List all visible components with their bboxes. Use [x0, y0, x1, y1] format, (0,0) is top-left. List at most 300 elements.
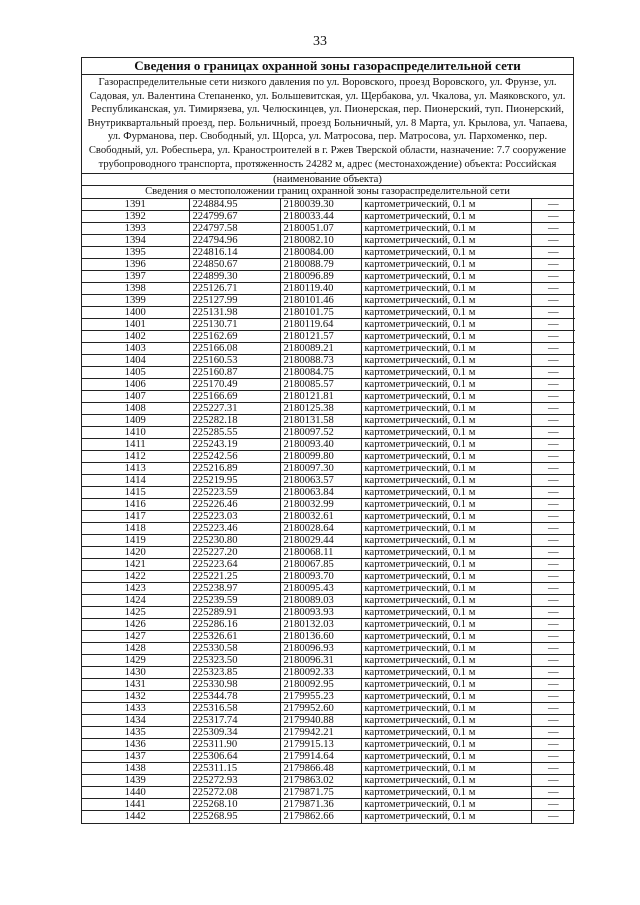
coordinate-x: 225230.80: [189, 535, 280, 547]
point-number: 1432: [82, 691, 189, 703]
coordinate-x: 225216.89: [189, 463, 280, 475]
method: картометрический, 0.1 м: [361, 331, 531, 343]
description-empty: —: [531, 607, 575, 619]
description-empty: —: [531, 211, 575, 223]
method: картометрический, 0.1 м: [361, 355, 531, 367]
point-number: 1393: [82, 223, 189, 235]
point-number: 1437: [82, 751, 189, 763]
table-row: [82, 367, 575, 379]
table-row: [82, 559, 575, 571]
coordinate-x: 225242.56: [189, 451, 280, 463]
point-number: 1404: [82, 355, 189, 367]
table-row: [82, 487, 575, 499]
coordinate-x: 224850.67: [189, 259, 280, 271]
coordinate-y: 2180063.57: [280, 475, 361, 487]
coordinate-y: 2180132.03: [280, 619, 361, 631]
point-number: 1403: [82, 343, 189, 355]
point-number: 1392: [82, 211, 189, 223]
coordinate-x: 225272.08: [189, 787, 280, 799]
table-row: [82, 271, 575, 283]
table-row: [82, 235, 575, 247]
coordinate-y: 2180063.84: [280, 487, 361, 499]
table-row: [82, 511, 575, 523]
point-number: 1401: [82, 319, 189, 331]
coordinate-y: 2180096.93: [280, 643, 361, 655]
method: картометрический, 0.1 м: [361, 283, 531, 295]
description-empty: —: [531, 259, 575, 271]
description-empty: —: [531, 391, 575, 403]
method: картометрический, 0.1 м: [361, 679, 531, 691]
location-title: Сведения о местоположении границ охранной зоны газораспределительной сети: [82, 186, 573, 199]
description-empty: —: [531, 415, 575, 427]
method: картометрический, 0.1 м: [361, 487, 531, 499]
description-empty: —: [531, 499, 575, 511]
point-number: 1434: [82, 715, 189, 727]
point-number: 1406: [82, 379, 189, 391]
table-row: [82, 763, 575, 775]
coordinate-x: 225130.71: [189, 319, 280, 331]
point-number: 1428: [82, 643, 189, 655]
method: картометрический, 0.1 м: [361, 295, 531, 307]
table-row: [82, 307, 575, 319]
method: картометрический, 0.1 м: [361, 727, 531, 739]
coordinate-x: 225309.34: [189, 727, 280, 739]
coordinate-y: 2180032.61: [280, 511, 361, 523]
coordinate-x: 225223.59: [189, 487, 280, 499]
table-row: [82, 319, 575, 331]
coordinate-x: 225311.15: [189, 763, 280, 775]
point-number: 1408: [82, 403, 189, 415]
coordinate-y: 2180033.44: [280, 211, 361, 223]
table-row: [82, 775, 575, 787]
coordinate-x: 225317.74: [189, 715, 280, 727]
point-number: 1391: [82, 199, 189, 211]
table-row: [82, 439, 575, 451]
description-empty: —: [531, 247, 575, 259]
coordinate-y: 2180097.52: [280, 427, 361, 439]
description-empty: —: [531, 739, 575, 751]
table-row: [82, 607, 575, 619]
coordinate-y: 2179863.02: [280, 775, 361, 787]
method: картометрический, 0.1 м: [361, 403, 531, 415]
coordinate-y: 2179871.36: [280, 799, 361, 811]
method: картометрический, 0.1 м: [361, 715, 531, 727]
point-number: 1430: [82, 667, 189, 679]
method: картометрический, 0.1 м: [361, 535, 531, 547]
description-empty: —: [531, 199, 575, 211]
table-row: [82, 199, 575, 211]
coordinate-y: 2180093.93: [280, 607, 361, 619]
coordinate-y: 2180088.73: [280, 355, 361, 367]
description-empty: —: [531, 751, 575, 763]
description-empty: —: [531, 511, 575, 523]
description-empty: —: [531, 619, 575, 631]
method: картометрический, 0.1 м: [361, 463, 531, 475]
description-empty: —: [531, 295, 575, 307]
point-number: 1413: [82, 463, 189, 475]
coordinate-x: 225330.98: [189, 679, 280, 691]
method: картометрический, 0.1 м: [361, 523, 531, 535]
description-empty: —: [531, 343, 575, 355]
method: картометрический, 0.1 м: [361, 475, 531, 487]
point-number: 1400: [82, 307, 189, 319]
table-row: [82, 643, 575, 655]
point-number: 1407: [82, 391, 189, 403]
coordinate-x: 225221.25: [189, 571, 280, 583]
method: картометрический, 0.1 м: [361, 439, 531, 451]
coordinate-x: 225268.10: [189, 799, 280, 811]
point-number: 1431: [82, 679, 189, 691]
coordinate-y: 2180039.30: [280, 199, 361, 211]
coordinate-y: 2180088.79: [280, 259, 361, 271]
method: картометрический, 0.1 м: [361, 775, 531, 787]
method: картометрический, 0.1 м: [361, 571, 531, 583]
point-number: 1436: [82, 739, 189, 751]
coordinate-y: 2180085.57: [280, 379, 361, 391]
point-number: 1396: [82, 259, 189, 271]
point-number: 1418: [82, 523, 189, 535]
description-empty: —: [531, 595, 575, 607]
point-number: 1399: [82, 295, 189, 307]
table-row: [82, 631, 575, 643]
coordinate-x: 224899.30: [189, 271, 280, 283]
method: картометрический, 0.1 м: [361, 559, 531, 571]
coordinate-x: 225316.58: [189, 703, 280, 715]
coordinate-x: 225226.46: [189, 499, 280, 511]
coordinate-x: 225170.49: [189, 379, 280, 391]
table-row: [82, 811, 575, 823]
table-row: [82, 547, 575, 559]
method: картометрический, 0.1 м: [361, 811, 531, 823]
coordinate-y: 2180084.00: [280, 247, 361, 259]
table-row: [82, 619, 575, 631]
point-number: 1411: [82, 439, 189, 451]
description-empty: —: [531, 787, 575, 799]
point-number: 1402: [82, 331, 189, 343]
table-row: [82, 355, 575, 367]
page-number: 33: [313, 34, 327, 49]
point-number: 1429: [82, 655, 189, 667]
method: картометрический, 0.1 м: [361, 415, 531, 427]
method: картометрический, 0.1 м: [361, 319, 531, 331]
description-empty: —: [531, 475, 575, 487]
coordinate-x: 224816.14: [189, 247, 280, 259]
coordinate-x: 224799.67: [189, 211, 280, 223]
description-empty: —: [531, 403, 575, 415]
description-empty: —: [531, 355, 575, 367]
table-row: [82, 787, 575, 799]
coordinate-y: 2180089.03: [280, 595, 361, 607]
coordinate-y: 2180068.11: [280, 547, 361, 559]
coordinate-x: 225330.58: [189, 643, 280, 655]
point-number: 1394: [82, 235, 189, 247]
coordinate-y: 2180032.99: [280, 499, 361, 511]
coordinate-x: 225323.85: [189, 667, 280, 679]
table-row: [82, 667, 575, 679]
method: картометрический, 0.1 м: [361, 427, 531, 439]
table-row: [82, 403, 575, 415]
point-number: 1425: [82, 607, 189, 619]
point-number: 1438: [82, 763, 189, 775]
description-empty: —: [531, 643, 575, 655]
method: картометрический, 0.1 м: [361, 739, 531, 751]
description-empty: —: [531, 451, 575, 463]
table-row: [82, 211, 575, 223]
coordinate-y: 2180099.80: [280, 451, 361, 463]
coordinate-x: 225162.69: [189, 331, 280, 343]
point-number: 1439: [82, 775, 189, 787]
coordinate-x: 225306.64: [189, 751, 280, 763]
coordinate-x: 225344.78: [189, 691, 280, 703]
table-row: [82, 727, 575, 739]
coordinate-x: 225126.71: [189, 283, 280, 295]
description-empty: —: [531, 691, 575, 703]
method: картометрический, 0.1 м: [361, 595, 531, 607]
coordinate-y: 2180095.43: [280, 583, 361, 595]
table-row: [82, 223, 575, 235]
method: картометрический, 0.1 м: [361, 643, 531, 655]
description-empty: —: [531, 439, 575, 451]
coordinate-y: 2179871.75: [280, 787, 361, 799]
coordinate-y: 2179862.66: [280, 811, 361, 823]
description-empty: —: [531, 763, 575, 775]
method: картометрический, 0.1 м: [361, 259, 531, 271]
table-row: [82, 523, 575, 535]
description-empty: —: [531, 271, 575, 283]
description-empty: —: [531, 547, 575, 559]
point-number: 1410: [82, 427, 189, 439]
point-number: 1412: [82, 451, 189, 463]
coordinate-y: 2179914.64: [280, 751, 361, 763]
coordinate-x: 225311.90: [189, 739, 280, 751]
method: картометрический, 0.1 м: [361, 499, 531, 511]
coordinate-y: 2180028.64: [280, 523, 361, 535]
description-empty: —: [531, 283, 575, 295]
point-number: 1422: [82, 571, 189, 583]
coordinate-x: 225160.53: [189, 355, 280, 367]
coordinate-x: 224794.96: [189, 235, 280, 247]
table-row: [82, 247, 575, 259]
table-row: [82, 751, 575, 763]
point-number: 1427: [82, 631, 189, 643]
coordinate-x: 225223.46: [189, 523, 280, 535]
method: картометрический, 0.1 м: [361, 703, 531, 715]
coordinate-x: 225166.69: [189, 391, 280, 403]
section-title: Сведения о границах охранной зоны газораспределительной сети: [82, 58, 573, 75]
table-row: [82, 295, 575, 307]
object-description: Газораспределительные сети низкого давления по ул. Воровского, проезд Воровского, ул. Фрунзе, ул. Садовая, ул. Валентина Степаненко, ул. Большевитская, ул. Щербакова, ул. Чкалова, ул. Маяковского, ул. Республиканская, ул. Тимирязева, ул. Челюскинцев, ул. Пионерская, пер. Пионерский, туп. Пионерский, Внутриквартальный проезд, пер. Больничный, проезд Больничный, ул. 8 Марта, ул. Крылова, ул. Чапаева, ул. Фурманова, пер. Свободный, ул. Щорса, ул. Матросова, пер. Матросова, ул. Пархоменко, пер. Свободный, ул. Робеспьера, ул. Краностроителей в г. Ржев Тверской области, назначение: 7.7 сооружение трубопроводного транспорта, протяженность 24282 м, адрес (местонахождение) объекта: Российская: [82, 75, 573, 174]
coordinate-x: 225272.93: [189, 775, 280, 787]
coordinate-x: 225289.91: [189, 607, 280, 619]
coordinate-y: 2180121.57: [280, 331, 361, 343]
coordinate-x: 225166.08: [189, 343, 280, 355]
coordinate-y: 2180092.95: [280, 679, 361, 691]
point-number: 1435: [82, 727, 189, 739]
coordinate-y: 2180084.75: [280, 367, 361, 379]
method: картометрический, 0.1 м: [361, 367, 531, 379]
description-empty: —: [531, 331, 575, 343]
method: картометрический, 0.1 м: [361, 787, 531, 799]
table-row: [82, 655, 575, 667]
point-number: 1417: [82, 511, 189, 523]
method: картометрический, 0.1 м: [361, 343, 531, 355]
table-row: [82, 331, 575, 343]
point-number: 1442: [82, 811, 189, 823]
coordinate-x: 225223.64: [189, 559, 280, 571]
coordinate-y: 2180131.58: [280, 415, 361, 427]
point-number: 1440: [82, 787, 189, 799]
method: картометрический, 0.1 м: [361, 547, 531, 559]
description-empty: —: [531, 367, 575, 379]
point-number: 1395: [82, 247, 189, 259]
table-row: [82, 427, 575, 439]
description-empty: —: [531, 307, 575, 319]
description-empty: —: [531, 559, 575, 571]
coordinate-x: 225286.16: [189, 619, 280, 631]
point-number: 1419: [82, 535, 189, 547]
coordinate-x: 225239.59: [189, 595, 280, 607]
method: картометрический, 0.1 м: [361, 631, 531, 643]
coordinate-y: 2180101.46: [280, 295, 361, 307]
method: картометрический, 0.1 м: [361, 763, 531, 775]
table-row: [82, 703, 575, 715]
point-number: 1397: [82, 271, 189, 283]
table-row: [82, 475, 575, 487]
coordinate-y: 2180136.60: [280, 631, 361, 643]
coordinate-y: 2180125.38: [280, 403, 361, 415]
point-number: 1426: [82, 619, 189, 631]
point-number: 1433: [82, 703, 189, 715]
method: картометрический, 0.1 м: [361, 247, 531, 259]
table-row: [82, 535, 575, 547]
method: картометрический, 0.1 м: [361, 667, 531, 679]
coordinate-x: 225131.98: [189, 307, 280, 319]
method: картометрический, 0.1 м: [361, 307, 531, 319]
description-empty: —: [531, 379, 575, 391]
coordinate-x: 225282.18: [189, 415, 280, 427]
description-empty: —: [531, 799, 575, 811]
method: картометрический, 0.1 м: [361, 583, 531, 595]
method: картометрический, 0.1 м: [361, 379, 531, 391]
description-empty: —: [531, 487, 575, 499]
point-number: 1423: [82, 583, 189, 595]
description-empty: —: [531, 715, 575, 727]
coordinate-y: 2180082.10: [280, 235, 361, 247]
point-number: 1405: [82, 367, 189, 379]
point-number: 1398: [82, 283, 189, 295]
method: картометрический, 0.1 м: [361, 451, 531, 463]
coordinate-y: 2180119.64: [280, 319, 361, 331]
coordinate-y: 2179915.13: [280, 739, 361, 751]
coordinate-y: 2179952.60: [280, 703, 361, 715]
point-number: 1409: [82, 415, 189, 427]
point-number: 1421: [82, 559, 189, 571]
table-row: [82, 499, 575, 511]
point-number: 1416: [82, 499, 189, 511]
description-empty: —: [531, 427, 575, 439]
table-row: [82, 739, 575, 751]
description-empty: —: [531, 703, 575, 715]
point-number: 1424: [82, 595, 189, 607]
description-empty: —: [531, 463, 575, 475]
description-empty: —: [531, 235, 575, 247]
table-row: [82, 451, 575, 463]
coordinate-y: 2180096.89: [280, 271, 361, 283]
coordinate-x: 224797.58: [189, 223, 280, 235]
description-empty: —: [531, 631, 575, 643]
coordinate-y: 2179942.21: [280, 727, 361, 739]
coordinate-y: 2180121.81: [280, 391, 361, 403]
description-empty: —: [531, 571, 575, 583]
method: картометрический, 0.1 м: [361, 799, 531, 811]
coordinate-x: 225227.20: [189, 547, 280, 559]
coordinate-x: 225219.95: [189, 475, 280, 487]
object-name-label: (наименование объекта): [82, 174, 573, 186]
method: картометрический, 0.1 м: [361, 391, 531, 403]
coordinate-y: 2180093.70: [280, 571, 361, 583]
coordinate-x: 225223.03: [189, 511, 280, 523]
coordinate-y: 2180096.31: [280, 655, 361, 667]
table-row: [82, 391, 575, 403]
coordinate-x: 225243.19: [189, 439, 280, 451]
table-row: [82, 799, 575, 811]
table-row: [82, 571, 575, 583]
method: картометрический, 0.1 м: [361, 751, 531, 763]
method: картометрический, 0.1 м: [361, 199, 531, 211]
method: картометрический, 0.1 м: [361, 211, 531, 223]
description-empty: —: [531, 535, 575, 547]
coordinate-y: 2180101.75: [280, 307, 361, 319]
coordinate-y: 2180029.44: [280, 535, 361, 547]
description-empty: —: [531, 727, 575, 739]
method: картометрический, 0.1 м: [361, 619, 531, 631]
method: картометрический, 0.1 м: [361, 655, 531, 667]
point-number: 1414: [82, 475, 189, 487]
table-row: [82, 715, 575, 727]
table-row: [82, 595, 575, 607]
description-empty: —: [531, 775, 575, 787]
coordinate-x: 225268.95: [189, 811, 280, 823]
table-row: [82, 283, 575, 295]
method: картометрический, 0.1 м: [361, 511, 531, 523]
coordinate-y: 2180093.40: [280, 439, 361, 451]
table-row: [82, 583, 575, 595]
coordinate-y: 2179955.23: [280, 691, 361, 703]
table-row: [82, 343, 575, 355]
coordinate-y: 2179940.88: [280, 715, 361, 727]
method: картометрический, 0.1 м: [361, 691, 531, 703]
point-number: 1415: [82, 487, 189, 499]
coordinate-x: 225238.97: [189, 583, 280, 595]
coordinate-x: 225326.61: [189, 631, 280, 643]
description-empty: —: [531, 811, 575, 823]
coordinate-x: 225160.87: [189, 367, 280, 379]
description-empty: —: [531, 583, 575, 595]
method: картометрический, 0.1 м: [361, 607, 531, 619]
coordinate-y: 2180089.21: [280, 343, 361, 355]
document-table: [81, 57, 574, 824]
table-row: [82, 259, 575, 271]
coordinate-y: 2180051.07: [280, 223, 361, 235]
coordinate-y: 2180097.30: [280, 463, 361, 475]
table-row: [82, 379, 575, 391]
description-empty: —: [531, 679, 575, 691]
point-number: 1441: [82, 799, 189, 811]
coordinate-y: 2179866.48: [280, 763, 361, 775]
table-row: [82, 463, 575, 475]
table-row: [82, 415, 575, 427]
table-row: [82, 691, 575, 703]
